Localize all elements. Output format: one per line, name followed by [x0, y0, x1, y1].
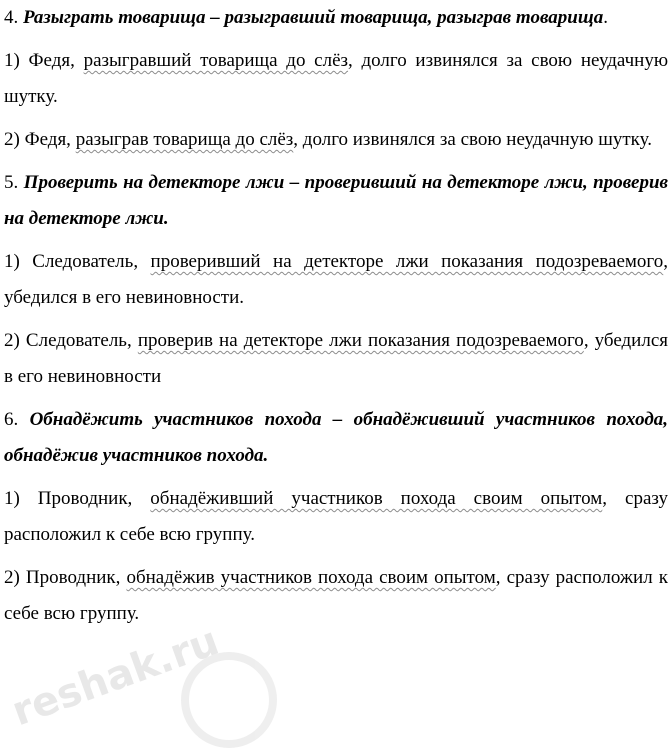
item-number: 5. — [4, 172, 19, 193]
item-heading — [4, 165, 668, 237]
example-sentence — [4, 481, 668, 553]
example-prefix: 1) Следователь, — [4, 251, 151, 272]
adverbial-phrase: разыграв товарища до слёз — [75, 129, 294, 150]
item-heading — [4, 402, 668, 474]
exercise-item-4 — [4, 0, 668, 158]
adverbial-phrase: проверив на детекторе лжи показания подозреваемого — [137, 330, 584, 351]
item-number: 6. — [4, 409, 19, 430]
participle-phrase: проверивший на детекторе лжи показания подозреваемого — [150, 251, 664, 272]
example-suffix: , сразу расположил к себе всю группу. — [4, 567, 668, 624]
item-number: 4. — [4, 7, 19, 28]
item-heading-text: Обнадёжить участников похода – обнадёживший участников похода, обнадёжив участников похода. — [4, 409, 669, 466]
watermark — [6, 618, 226, 736]
example-suffix: , долго извинялся за свою неудачную шутку. — [293, 129, 652, 150]
adverbial-phrase: обнадёжив участников похода своим опытом — [126, 567, 496, 588]
item-heading-text: Разыграть товарища – разыгравший товарища, разыграв товарища — [23, 7, 604, 28]
example-sentence — [4, 323, 668, 395]
example-sentence — [4, 43, 668, 115]
example-prefix: 2) Федя, — [4, 129, 76, 150]
watermark-text: reshak.ru — [6, 618, 225, 736]
example-suffix: , убедился в его невиновности. — [4, 251, 668, 308]
example-sentence — [4, 560, 668, 632]
participle-phrase: разыгравший товарища до слёз — [83, 50, 349, 71]
item-heading-text: Проверить на детекторе лжи – проверивший на детекторе лжи, проверив на детекторе лжи. — [4, 172, 668, 229]
participle-phrase: обнадёживший участников похода своим опытом — [150, 488, 603, 509]
example-prefix: 1) Проводник, — [4, 488, 151, 509]
example-sentence — [4, 122, 668, 158]
exercise-item-6 — [4, 402, 668, 632]
example-suffix: , убедился в его невиновности — [4, 330, 668, 387]
example-prefix: 1) Федя, — [4, 50, 84, 71]
example-suffix: , долго извинялся за свою неудачную шутку. — [4, 50, 669, 107]
document-page — [4, 0, 668, 632]
example-prefix: 2) Следователь, — [4, 330, 138, 351]
watermark-circle — [181, 652, 277, 748]
exercise-item-5 — [4, 165, 668, 395]
example-prefix: 2) Проводник, — [4, 567, 127, 588]
item-heading-end: . — [603, 7, 608, 28]
item-heading — [4, 0, 668, 36]
example-suffix: , сразу расположил к себе всю группу. — [4, 488, 668, 545]
example-sentence — [4, 244, 668, 316]
